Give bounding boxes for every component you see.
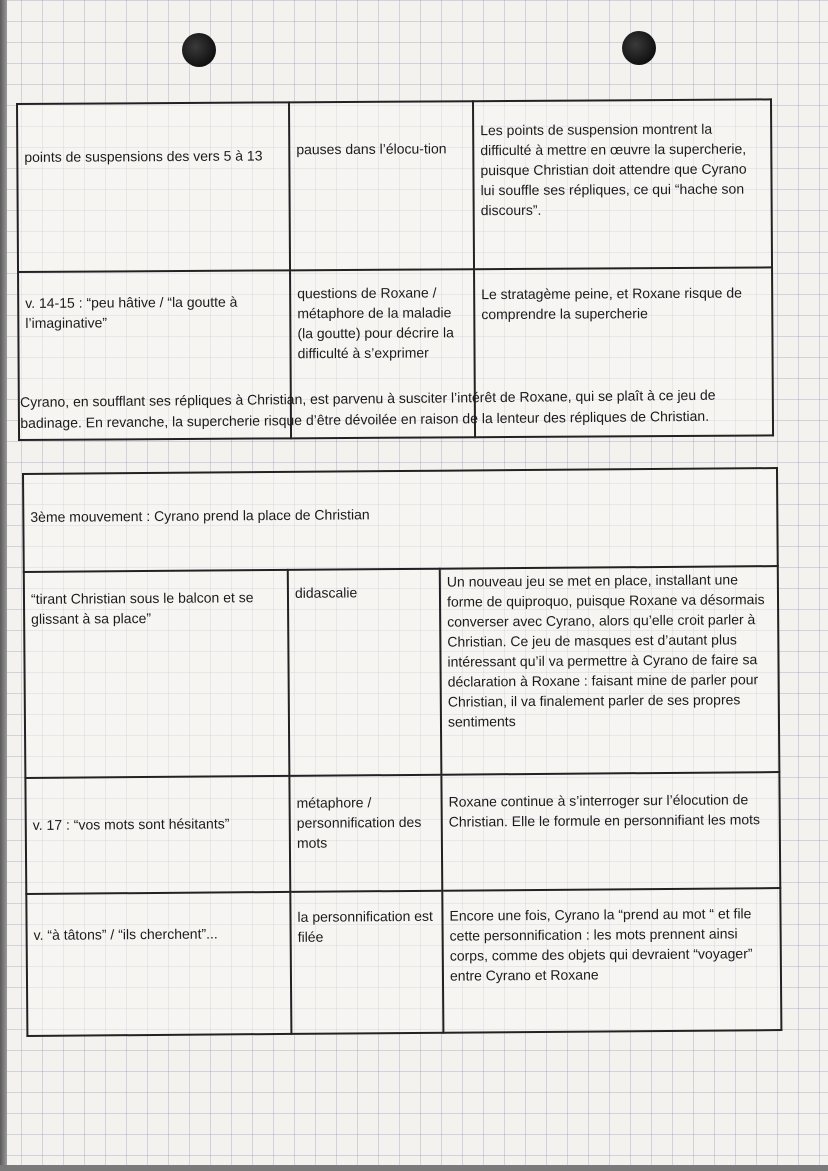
interpretation-cell: Encore une fois, Cyrano la “prend au mot “ et file cette personnification : les mots prennent ainsi corps, comme des objets qui devraient “voyager” entre Cyrano et Roxane (442, 888, 781, 1033)
table-row (24, 566, 780, 778)
interpretation-cell: Le stratagème peine, et Roxane risque de comprendre la supercherie (474, 267, 773, 437)
notebook-edge (0, 0, 7, 1171)
page-bottom-edge (0, 1165, 828, 1171)
movement-heading: 3ème mouvement : Cyrano prend la place de Christian (23, 468, 778, 572)
table-heading-row (23, 468, 778, 572)
citation-cell: v. 14-15 : “peu hâtive / “la goutte à l’imaginative” (18, 270, 291, 440)
transition-paragraph: Cyrano, en soufflant ses répliques à Christian, est parvenu à susciter l’intérêt de Roxane, qui se plaît à ce jeu de badinage. En revanche, la supercherie risque d’être dévoilée en raison de la lenteur des répliques de Christian. (20, 386, 716, 431)
procede-cell: pauses dans l’élocu-tion (289, 101, 474, 270)
table-row (25, 772, 780, 894)
citation-cell: v. 17 : “vos mots sont hésitants” (25, 776, 290, 894)
procede-cell: métaphore / personnification des mots (289, 775, 442, 892)
table-row (17, 99, 772, 272)
analysis-table-2 (22, 467, 782, 1037)
citation-cell: “tirant Christian sous le balcon et se glissant à sa place” (24, 570, 290, 778)
binder-hole-right (622, 31, 656, 65)
interpretation-cell: Les points de suspension montrent la difficulté à mettre en œuvre la supercherie, puisque Christian doit attendre que Cyrano lui souffle ses répliques, ce qui “hache son discours”. (473, 99, 772, 269)
binder-hole-left (182, 33, 216, 67)
table-row (26, 888, 781, 1036)
procede-cell: la personnification est filée (290, 891, 443, 1034)
citation-cell: points de suspensions des vers 5 à 13 (17, 102, 290, 272)
interpretation-cell: Roxane continue à s’interroger sur l’élocution de Christian. Elle le formule en personnifiant les mots (441, 772, 780, 891)
procede-cell: didascalie (288, 569, 442, 776)
citation-cell: v. “à tâtons” / “ils cherchent”... (26, 892, 291, 1036)
interpretation-cell: Un nouveau jeu se met en place, installant une forme de quiproquo, puisque Roxane va désormais converser avec Cyrano, alors qu’elle croit parler à Christian. Ce jeu de masques est d’autant plus intéressant qu’il va permettre à Cyrano de faire sa déclaration à Roxane : faisant mine de parler pour Christian, il va finalement parler de ses propres sentiments (440, 566, 780, 775)
procede-cell: questions de Roxane / métaphore de la maladie (la goutte) pour décrire la difficulté à s’exprimer (290, 269, 475, 438)
